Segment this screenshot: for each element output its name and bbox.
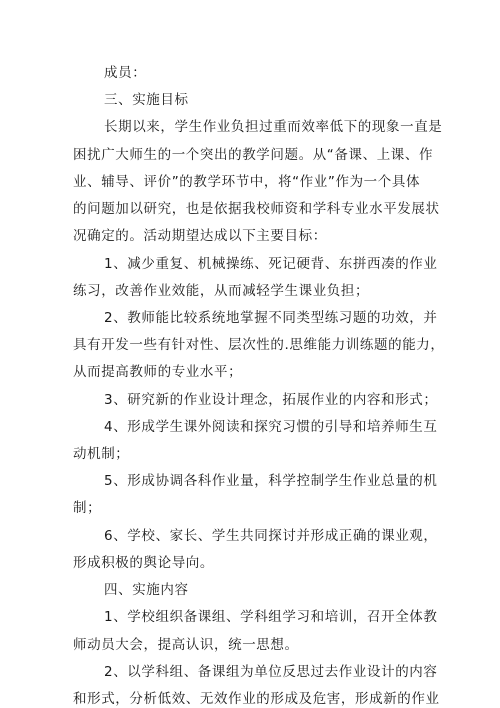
text-line: 练习，改善作业效能，从而减轻学生课业负担； [73, 283, 370, 299]
text-line: 的问题加以研究，也是依据我校师资和学科专业水平发展状 [73, 201, 440, 217]
text-line: 成员： [104, 65, 147, 81]
text-line: 师动员大会，提高认识，统一思想。 [73, 637, 299, 653]
text-line: 具有开发一些有针对性、层次性的.思维能力训练题的能力， [73, 337, 445, 353]
text-line: 1、学校组织备课组、学科组学习和培训，召开全体教 [104, 609, 438, 625]
section-heading: 四、实施内容 [104, 582, 189, 598]
text-line: 困扰广大师生的一个突出的教学问题。从“备课、上课、作 [73, 147, 434, 163]
text-line: 6、学校、家长、学生共同探讨并形成正确的课业观， [104, 528, 438, 544]
text-line: 1、减少重复、机械操练、死记硬背、东拼西凑的作业 [104, 256, 438, 272]
text-line: 3、研究新的作业设计理念，拓展作业的内容和形式； [104, 392, 438, 408]
text-line: 4、形成学生课外阅读和探究习惯的引导和培养师生互 [104, 419, 438, 435]
section-heading: 三、实施目标 [104, 92, 189, 108]
text-line: 2、以学科组、备课组为单位反思过去作业设计的内容 [104, 664, 438, 680]
text-line: 5、形成协调各科作业量，科学控制学生作业总量的机 [104, 473, 438, 489]
text-line: 2、教师能比较系统地掌握不同类型练习题的功效，并 [104, 310, 438, 326]
text-line: 制； [73, 500, 102, 516]
text-line: 和形式，分析低效、无效作业的形成及危害，形成新的作业 [73, 691, 440, 707]
text-line: 业、辅导、评价”的教学环节中，将“作业”作为一个具体 [73, 174, 421, 190]
text-line: 从而提高教师的专业水平； [73, 364, 243, 380]
text-line: 形成积极的舆论导向。 [73, 555, 214, 571]
text-line: 动机制； [73, 446, 130, 462]
text-line: 况确定的。活动期望达成以下主要目标： [73, 228, 327, 244]
text-line: 长期以来，学生作业负担过重而效率低下的现象一直是 [104, 119, 443, 135]
